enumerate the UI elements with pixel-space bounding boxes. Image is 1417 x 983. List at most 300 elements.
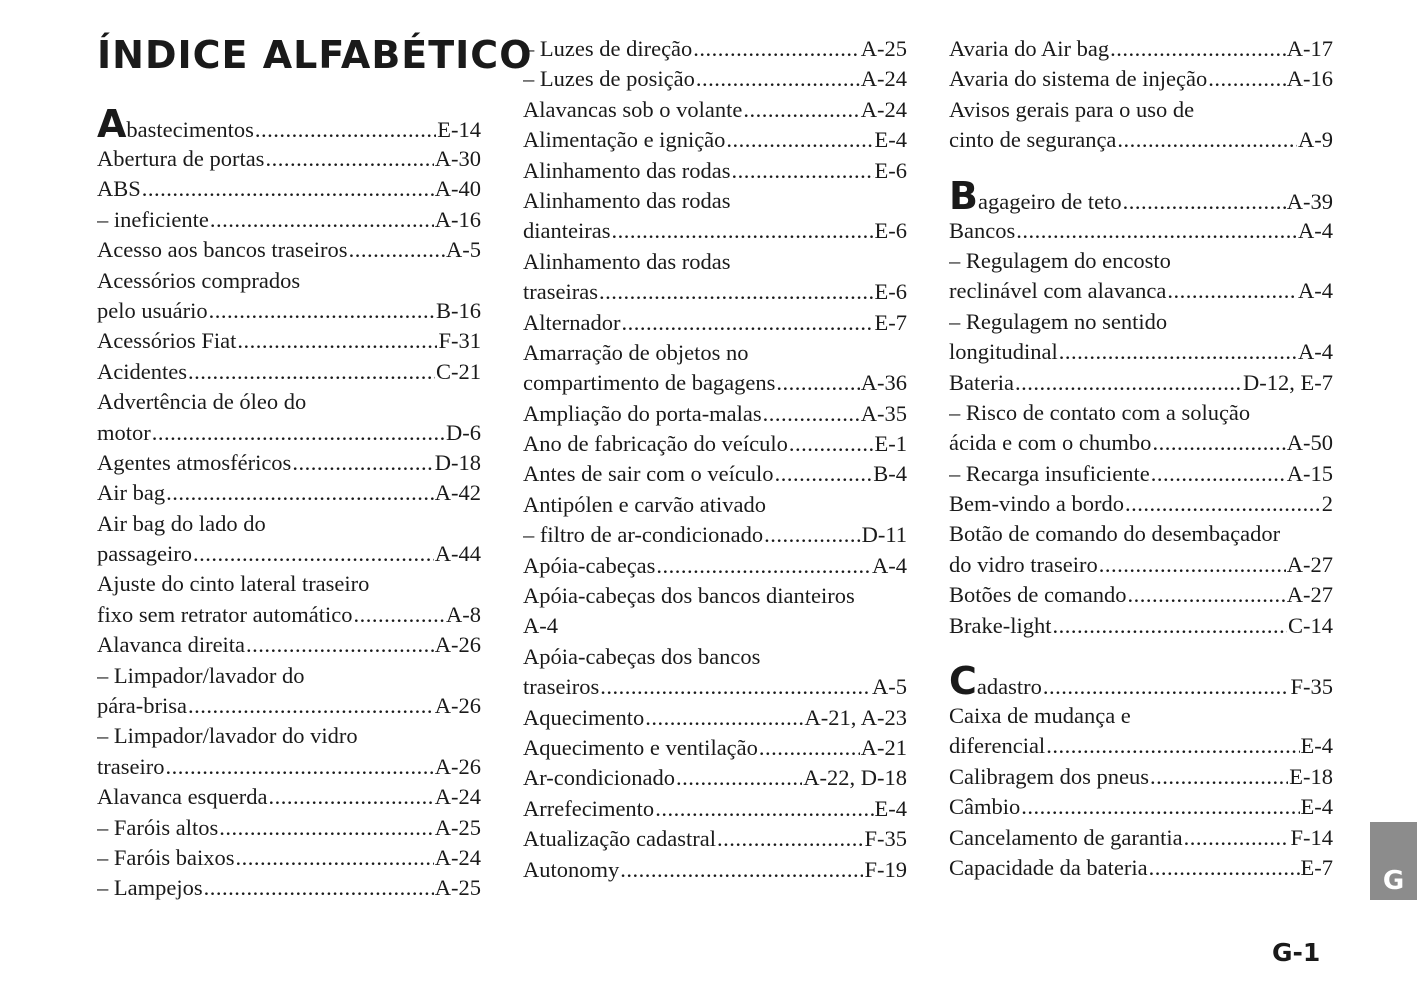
index-page-ref: A-17 — [1286, 36, 1333, 61]
index-entry-line — [97, 104, 481, 144]
index-page-ref: A-40 — [434, 176, 481, 202]
index-entry-line — [949, 823, 1333, 853]
index-entry-line — [97, 509, 481, 539]
section-gap — [949, 641, 1333, 661]
index-page-ref: F-35 — [864, 826, 907, 852]
index-entry-text: traseiro — [97, 753, 165, 779]
index-page-ref: A-9 — [1298, 127, 1333, 153]
index-entry-text: Alavancas sob o volante — [523, 96, 743, 122]
index-entry-line — [523, 95, 907, 125]
dot-leader — [255, 110, 436, 144]
index-entry-text: Ar-condicionado — [523, 765, 675, 791]
index-entry-text: Apóia-cabeças dos bancos dianteiros — [523, 583, 855, 609]
index-page-ref: F-35 — [1290, 674, 1333, 700]
index-entry-text: – Faróis altos — [97, 814, 219, 840]
dot-leader — [246, 630, 434, 660]
index-entry-text: traseiros — [523, 674, 600, 700]
dot-leader — [621, 308, 873, 338]
index-page-ref: A-26 — [434, 753, 481, 779]
index-entry-line — [949, 398, 1333, 428]
index-entry-line — [949, 792, 1333, 822]
index-entry-text: compartimento de bagagens — [523, 370, 776, 396]
index-entry-line — [949, 246, 1333, 276]
index-entry-text: ácida e com o chumbo — [949, 430, 1152, 456]
index-entry — [523, 642, 907, 703]
index-entry — [523, 399, 907, 429]
index-entry — [97, 144, 481, 174]
index-entry-line — [97, 782, 481, 812]
index-entry-text: Antes de sair com o veículo — [523, 461, 774, 487]
index-entry-text: agageiro de teto — [977, 188, 1122, 214]
dot-leader — [209, 296, 435, 326]
index-entry — [949, 307, 1333, 368]
index-entry-line — [97, 691, 481, 721]
index-entry — [949, 246, 1333, 307]
index-entry-line — [523, 551, 907, 581]
index-entry-line — [97, 235, 481, 265]
dot-leader — [1127, 580, 1285, 610]
index-page-ref: E-14 — [437, 117, 481, 142]
dot-leader — [152, 418, 445, 448]
index-entry-line — [523, 855, 907, 885]
index-entry-text: Calibragem dos pneus — [949, 763, 1149, 789]
index-entry-line — [97, 813, 481, 843]
dot-leader — [731, 156, 873, 186]
index-entry — [97, 721, 481, 782]
index-page-ref: A-35 — [860, 400, 907, 426]
dot-leader — [354, 600, 445, 630]
index-entry — [523, 186, 907, 247]
index-entry-line — [523, 64, 907, 94]
index-entry-line — [523, 763, 907, 793]
index-entry — [949, 34, 1333, 64]
index-entry-line — [523, 672, 907, 702]
index-entry-line — [949, 489, 1333, 519]
index-entry-text: Alinhamento das rodas — [523, 248, 731, 274]
index-entry-line — [97, 843, 481, 873]
index-entry-text: Air bag — [97, 480, 166, 506]
index-entry-text: Alinhamento das rodas — [523, 157, 731, 183]
index-entry-text: Avaria do Air bag — [949, 36, 1110, 61]
index-page-ref: A-16 — [1286, 66, 1333, 92]
index-entry-text: Caixa de mudança e — [949, 703, 1131, 729]
index-entry-line — [523, 186, 907, 216]
index-entry-text: bastecimentos — [126, 117, 254, 142]
index-entry-text: Brake-light — [949, 612, 1052, 638]
index-entry — [97, 782, 481, 812]
index-page-ref: A-42 — [434, 480, 481, 506]
index-entry-line — [97, 539, 481, 569]
index-entry — [97, 387, 481, 448]
index-entry-text: Capacidade da bateria — [949, 854, 1148, 880]
index-entry-text: – Faróis baixos — [97, 844, 235, 870]
dot-leader — [204, 873, 434, 903]
index-entry — [949, 216, 1333, 246]
index-entry-line — [523, 338, 907, 368]
index-page-ref: A-8 — [446, 601, 481, 627]
index-entry — [97, 357, 481, 387]
index-column-2 — [523, 34, 907, 885]
index-entry-text: Arrefecimento — [523, 795, 655, 821]
dot-leader — [776, 368, 859, 398]
index-entry — [949, 661, 1333, 701]
index-page-ref: E-4 — [1300, 794, 1333, 820]
index-entry-text: Acidentes — [97, 358, 187, 384]
index-entry — [949, 853, 1333, 883]
page-title: ÍNDICE ALFABÉTICO — [97, 33, 533, 77]
dot-leader — [726, 125, 873, 155]
index-page-ref: F-19 — [864, 856, 907, 882]
index-entry — [97, 266, 481, 327]
index-entry-text: – Lampejos — [97, 875, 203, 901]
index-entry-text: Alavanca direita — [97, 632, 246, 658]
index-entry-text: Avaria do sistema de injeção — [949, 66, 1208, 92]
index-entry-line — [949, 216, 1333, 246]
index-page-ref: C-14 — [1288, 612, 1333, 638]
index-page-ref: A-4 — [1298, 217, 1333, 243]
index-entry — [949, 489, 1333, 519]
index-column-3 — [949, 34, 1333, 883]
index-entry-line — [949, 176, 1333, 216]
index-entry-text: Alavanca esquerda — [97, 784, 268, 810]
dot-leader — [188, 691, 434, 721]
index-entry-text: Ajuste do cinto lateral traseiro — [97, 571, 370, 597]
index-entry-text: Ano de fabricação do veículo — [523, 431, 788, 457]
index-entry-line — [523, 459, 907, 489]
dot-leader — [656, 551, 871, 581]
dot-leader — [237, 326, 437, 356]
index-entry-text: pelo usuário — [97, 297, 208, 323]
index-page-ref: E-7 — [1300, 854, 1333, 880]
index-entry — [97, 174, 481, 204]
index-entry-line — [949, 853, 1333, 883]
index-entry — [523, 763, 907, 793]
index-entry-line — [523, 247, 907, 277]
index-entry — [949, 580, 1333, 610]
dot-leader — [1016, 216, 1297, 246]
index-entry-line — [97, 569, 481, 599]
dot-leader — [611, 216, 873, 246]
dot-leader — [219, 813, 434, 843]
index-entry-text: Apóia-cabeças — [523, 552, 656, 578]
index-entry-line — [97, 205, 481, 235]
index-entry-line — [949, 307, 1333, 337]
index-entry-line — [949, 368, 1333, 398]
dot-leader — [142, 174, 434, 204]
index-page-ref: A-25 — [434, 875, 481, 901]
index-page-ref: A-24 — [434, 844, 481, 870]
index-entry — [523, 794, 907, 824]
index-entry-text: Aquecimento e ventilação — [523, 734, 758, 760]
index-entry — [97, 569, 481, 630]
index-entry — [949, 64, 1333, 94]
index-entry — [523, 64, 907, 94]
index-page-ref: F-14 — [1290, 824, 1333, 850]
dot-leader — [236, 843, 434, 873]
index-entry — [97, 873, 481, 903]
index-entry-text: dianteiras — [523, 218, 611, 244]
index-entry-line — [949, 661, 1333, 701]
section-gap — [949, 156, 1333, 176]
index-entry — [97, 448, 481, 478]
index-entry-line — [523, 34, 907, 64]
index-entry-text: cinto de segurança — [949, 127, 1117, 153]
index-entry — [97, 104, 481, 144]
index-entry-line — [949, 731, 1333, 761]
dot-leader — [645, 703, 803, 733]
dot-leader — [676, 763, 802, 793]
index-entry-line — [523, 308, 907, 338]
index-page-ref: D-6 — [446, 419, 481, 445]
index-entry-line — [97, 387, 481, 417]
index-page-ref: A-36 — [860, 370, 907, 396]
index-entry-text: Bateria — [949, 369, 1014, 395]
index-entry-text: pára-brisa — [97, 693, 187, 719]
index-page-ref: A-4 — [1298, 339, 1333, 365]
index-page-ref: E-4 — [1300, 733, 1333, 759]
index-entry-text: – Regulagem no sentido — [949, 308, 1168, 334]
dot-leader — [265, 144, 433, 174]
index-entry-line — [523, 216, 907, 246]
index-entry-line — [523, 703, 907, 733]
index-entry-text: Apóia-cabeças dos bancos — [523, 643, 761, 669]
index-entry-text: – Regulagem do encosto — [949, 247, 1171, 273]
index-entry — [97, 630, 481, 660]
index-entry-line — [949, 519, 1333, 549]
index-entry — [523, 247, 907, 308]
index-entry-text: – Luzes de direção — [523, 36, 693, 61]
index-entry — [97, 326, 481, 356]
index-page-ref: A-22, D-18 — [803, 765, 907, 791]
index-page-ref: A-21 — [860, 734, 907, 760]
dot-leader — [165, 752, 433, 782]
dot-leader — [789, 429, 874, 459]
dot-leader — [1152, 428, 1285, 458]
index-entry — [523, 308, 907, 338]
index-entry-line — [97, 266, 481, 296]
dot-leader — [775, 459, 873, 489]
index-entry — [523, 34, 907, 64]
index-entry — [523, 551, 907, 581]
dot-leader — [759, 733, 860, 763]
dot-leader — [188, 357, 435, 387]
index-entry-line — [97, 144, 481, 174]
dot-leader — [763, 399, 860, 429]
index-page-ref: A-50 — [1286, 430, 1333, 456]
section-initial-letter: C — [949, 661, 977, 702]
index-page-ref: A-5 — [446, 237, 481, 263]
index-entry — [949, 95, 1333, 156]
index-entry-line — [949, 459, 1333, 489]
index-entry-text: – ineficiente — [97, 206, 209, 232]
index-entry-text: Agentes atmosféricos — [97, 449, 292, 475]
index-page-ref: A-39 — [1286, 188, 1333, 214]
index-entry-line — [97, 600, 481, 630]
index-entry — [523, 156, 907, 186]
index-page-ref: A-4 — [1298, 278, 1333, 304]
page-number: G-1 — [1272, 938, 1321, 967]
index-entry-text: Air bag do lado do — [97, 510, 266, 536]
index-entry-line — [97, 478, 481, 508]
index-entry-line — [97, 721, 481, 751]
dot-leader — [1167, 276, 1297, 306]
index-page-ref: E-6 — [874, 279, 907, 305]
index-entry-text: Antipólen e carvão ativado — [523, 491, 767, 517]
index-entry-line — [523, 520, 907, 550]
index-entry-line — [949, 580, 1333, 610]
dot-leader — [349, 235, 445, 265]
index-entry-line — [523, 581, 907, 611]
index-entry-text: reclinável com alavanca — [949, 278, 1167, 304]
index-entry — [523, 459, 907, 489]
index-entry-line — [523, 611, 907, 641]
index-entry-text: longitudinal — [949, 339, 1058, 365]
index-entry-text: – Luzes de posição — [523, 66, 695, 92]
index-entry-line — [97, 174, 481, 204]
dot-leader — [1151, 459, 1286, 489]
index-entry-line — [949, 428, 1333, 458]
index-page-ref: A-24 — [434, 784, 481, 810]
index-page-ref: F-31 — [438, 328, 481, 354]
dot-leader — [1099, 550, 1286, 580]
index-entry — [949, 701, 1333, 762]
index-entry-text: – Recarga insuficiente — [949, 460, 1150, 486]
index-entry — [523, 490, 907, 551]
index-entry — [949, 176, 1333, 216]
dot-leader — [269, 782, 434, 812]
dot-leader — [620, 855, 863, 885]
index-entry-text: motor — [97, 419, 151, 445]
index-entry-text: Cancelamento de garantia — [949, 824, 1183, 850]
dot-leader — [1149, 853, 1300, 883]
index-page-ref: E-6 — [874, 157, 907, 183]
dot-leader — [210, 205, 434, 235]
index-entry-line — [523, 277, 907, 307]
index-entry — [949, 398, 1333, 459]
index-entry-text: Autonomy — [523, 856, 620, 882]
dot-leader — [743, 95, 859, 125]
dot-leader — [1110, 34, 1286, 64]
index-entry-line — [949, 701, 1333, 731]
index-entry-line — [949, 95, 1333, 125]
index-entry-text: – Risco de contato com a solução — [949, 399, 1251, 425]
dot-leader — [764, 520, 860, 550]
index-page-ref: A-4 — [872, 552, 907, 578]
index-page-ref: A-5 — [872, 674, 907, 700]
index-entry-text: Ampliação do porta-malas — [523, 400, 762, 426]
index-entry-line — [523, 156, 907, 186]
dot-leader — [1117, 125, 1297, 155]
index-entry-text: – filtro de ar-condicionado — [523, 522, 764, 548]
dot-leader — [193, 539, 434, 569]
index-entry — [523, 581, 907, 642]
index-entry-line — [523, 368, 907, 398]
index-page-ref: A-25 — [434, 814, 481, 840]
index-entry-text: Acesso aos bancos traseiros — [97, 237, 348, 263]
index-entry — [97, 843, 481, 873]
index-page-ref: A-26 — [434, 693, 481, 719]
index-entry — [523, 125, 907, 155]
index-page-ref: A-16 — [434, 206, 481, 232]
index-entry-text: A-4 — [523, 613, 558, 639]
index-entry — [523, 338, 907, 399]
dot-leader — [166, 478, 434, 508]
index-entry-text: ABS — [97, 176, 141, 202]
index-page-ref: E-1 — [874, 431, 907, 457]
index-entry-line — [97, 296, 481, 326]
index-page-ref: D-18 — [434, 449, 481, 475]
index-entry-line — [949, 611, 1333, 641]
index-entry-line — [97, 357, 481, 387]
index-entry-text: Botões de comando — [949, 582, 1127, 608]
dot-leader — [1052, 611, 1287, 641]
index-entry-line — [523, 794, 907, 824]
index-entry-line — [97, 873, 481, 903]
index-page-ref: A-30 — [434, 146, 481, 171]
dot-leader — [1208, 64, 1286, 94]
index-page-ref: E-7 — [874, 309, 907, 335]
index-entry-line — [949, 64, 1333, 94]
index-entry — [97, 235, 481, 265]
index-entry-text: Bem-vindo a bordo — [949, 491, 1124, 517]
index-entry — [949, 368, 1333, 398]
dot-leader — [655, 794, 873, 824]
section-tab-letter: G — [1382, 866, 1405, 896]
index-entry-text: adastro — [976, 674, 1042, 700]
index-entry-line — [949, 337, 1333, 367]
index-page-ref: A-21, A-23 — [804, 704, 907, 730]
index-entry — [97, 813, 481, 843]
index-entry-line — [97, 326, 481, 356]
index-entry — [949, 519, 1333, 580]
index-entry-text: Alimentação e ignição — [523, 127, 726, 153]
index-column-1 — [97, 104, 481, 904]
index-page-ref: D-12, E-7 — [1243, 369, 1333, 395]
index-entry-line — [523, 642, 907, 672]
index-entry-line — [523, 125, 907, 155]
index-entry-text: Abertura de portas — [97, 146, 265, 171]
index-entry-line — [949, 550, 1333, 580]
index-entry-text: Aquecimento — [523, 704, 645, 730]
index-entry — [523, 703, 907, 733]
index-entry-text: Atualização cadastral — [523, 826, 717, 852]
dot-leader — [717, 824, 863, 854]
index-entry-text: – Limpador/lavador do vidro — [97, 723, 358, 749]
index-entry-text: Botão de comando do desembaçador — [949, 521, 1281, 547]
index-page-ref: B-4 — [873, 461, 907, 487]
dot-leader — [1021, 792, 1299, 822]
index-entry — [523, 95, 907, 125]
index-entry — [523, 429, 907, 459]
index-entry-text: Alternador — [523, 309, 621, 335]
index-entry-line — [949, 34, 1333, 64]
index-entry-line — [523, 824, 907, 854]
index-page-ref: E-6 — [874, 218, 907, 244]
index-entry — [523, 824, 907, 854]
dot-leader — [1184, 823, 1290, 853]
index-page-ref: C-21 — [436, 358, 481, 384]
index-entry-text: passageiro — [97, 541, 192, 567]
index-page-ref: A-27 — [1286, 582, 1333, 608]
index-entry-text: traseiras — [523, 279, 598, 305]
index-entry-text: Acessórios Fiat — [97, 328, 237, 354]
index-entry-line — [949, 762, 1333, 792]
index-entry-line — [523, 399, 907, 429]
index-entry — [97, 509, 481, 570]
index-page-ref: A-15 — [1286, 460, 1333, 486]
index-entry-text: Advertência de óleo do — [97, 389, 307, 415]
index-page-ref: E-18 — [1289, 763, 1333, 789]
